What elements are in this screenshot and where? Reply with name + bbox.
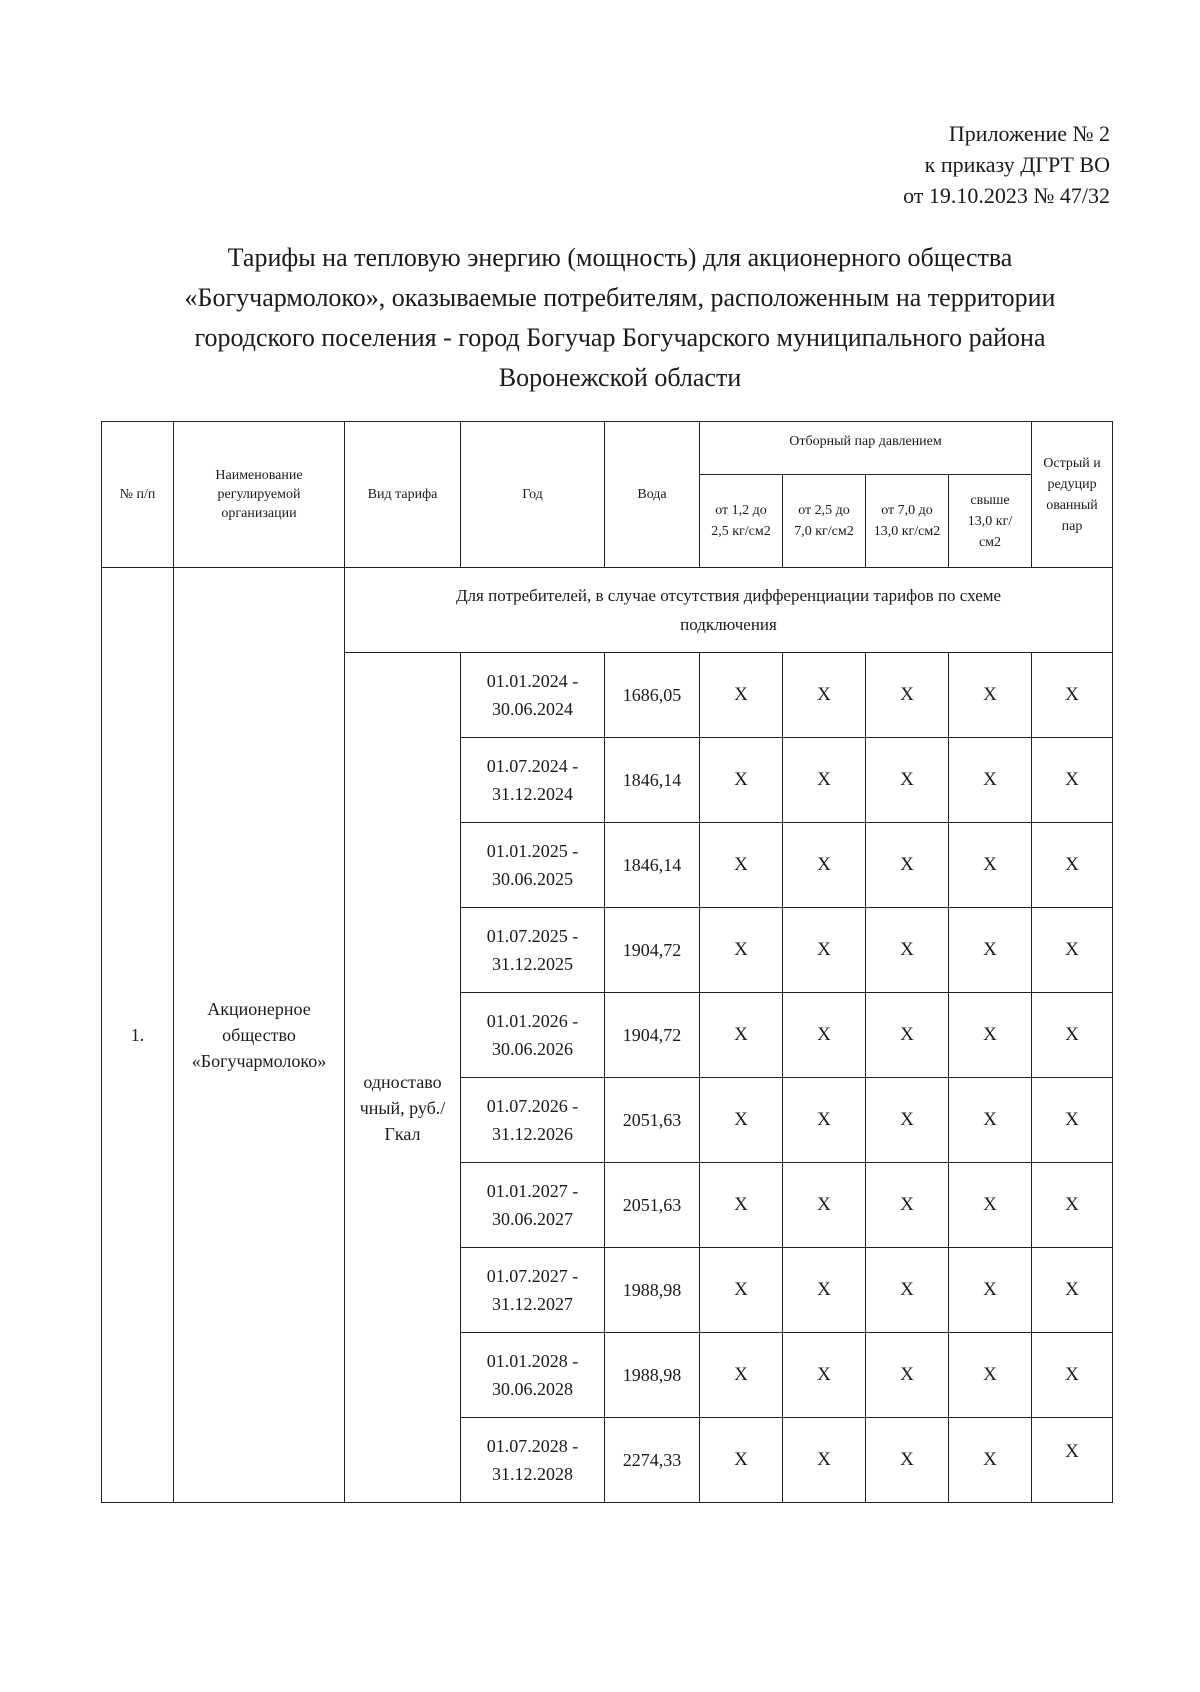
title-line-3: городского поселения - город Богучар Богучарского муниципального района (194, 323, 1046, 352)
sharp-steam-cell: X (1032, 738, 1113, 823)
period-cell: 01.07.2028 - 31.12.2028 (461, 1418, 605, 1503)
steam-3-cell: X (866, 823, 949, 908)
sharp-steam-cell: X (1032, 908, 1113, 993)
steam-1-cell: X (700, 823, 783, 908)
period-cell: 01.01.2025 - 30.06.2025 (461, 823, 605, 908)
header-steam-4: свыше 13,0 кг/см2 (949, 475, 1032, 568)
water-cell: 1904,72 (605, 908, 700, 993)
water-cell: 2274,33 (605, 1418, 700, 1503)
steam-3-cell: X (866, 1163, 949, 1248)
sharp-steam-cell: X (1032, 1078, 1113, 1163)
steam-4-cell: X (949, 1333, 1032, 1418)
appendix-line-2: к приказу ДГРТ ВО (924, 152, 1110, 177)
title-line-1: Тарифы на тепловую энергию (мощность) для акционерного общества (227, 243, 1013, 272)
sharp-steam-cell: X (1032, 1333, 1113, 1418)
steam-2-cell: X (783, 653, 866, 738)
steam-4-cell: X (949, 908, 1032, 993)
water-cell: 1988,98 (605, 1333, 700, 1418)
steam-2-cell: X (783, 908, 866, 993)
water-cell: 2051,63 (605, 1078, 700, 1163)
title-line-2: «Богучармолоко», оказываемые потребителям, расположенным на территории (184, 283, 1056, 312)
water-cell: 1904,72 (605, 993, 700, 1078)
steam-1-cell: X (700, 1418, 783, 1503)
header-sharp-steam: Острый и редуцир ованный пар (1032, 422, 1113, 568)
sharp-steam-cell: X (1032, 653, 1113, 738)
header-water: Вода (605, 422, 700, 568)
header-year: Год (461, 422, 605, 568)
document-title (100, 238, 1140, 398)
tariff-type: одноставо чный, руб./Гкал (345, 653, 461, 1503)
consumers-note: Для потребителей, в случае отсутствия дифференциации тарифов по схеме подключения (345, 568, 1113, 653)
steam-3-cell: X (866, 1418, 949, 1503)
sharp-steam-cell: X (1032, 993, 1113, 1078)
steam-2-cell: X (783, 1248, 866, 1333)
appendix-reference (903, 118, 1110, 211)
water-cell: 1846,14 (605, 738, 700, 823)
steam-4-cell: X (949, 738, 1032, 823)
appendix-line-3: от 19.10.2023 № 47/32 (903, 183, 1110, 208)
steam-2-cell: X (783, 993, 866, 1078)
period-cell: 01.07.2027 - 31.12.2027 (461, 1248, 605, 1333)
steam-3-cell: X (866, 993, 949, 1078)
steam-3-cell: X (866, 738, 949, 823)
steam-1-cell: X (700, 738, 783, 823)
organization-name: Акционерное общество «Богучармолоко» (174, 568, 345, 1503)
tariffs-table (101, 421, 1113, 1503)
steam-1-cell: X (700, 1333, 783, 1418)
period-cell: 01.01.2024 - 30.06.2024 (461, 653, 605, 738)
steam-1-cell: X (700, 1248, 783, 1333)
water-cell: 1846,14 (605, 823, 700, 908)
steam-4-cell: X (949, 993, 1032, 1078)
steam-1-cell: X (700, 993, 783, 1078)
steam-4-cell: X (949, 1078, 1032, 1163)
steam-4-cell: X (949, 823, 1032, 908)
steam-4-cell: X (949, 1163, 1032, 1248)
header-steam-2: от 2,5 до 7,0 кг/см2 (783, 475, 866, 568)
steam-1-cell: X (700, 908, 783, 993)
steam-3-cell: X (866, 653, 949, 738)
header-steam-3: от 7,0 до 13,0 кг/см2 (866, 475, 949, 568)
row-number: 1. (102, 568, 174, 1503)
steam-3-cell: X (866, 1248, 949, 1333)
period-cell: 01.01.2027 - 30.06.2027 (461, 1163, 605, 1248)
header-steam-group: Отборный пар давлением (700, 422, 1032, 475)
steam-1-cell: X (700, 1078, 783, 1163)
period-cell: 01.01.2028 - 30.06.2028 (461, 1333, 605, 1418)
header-vid: Вид тарифа (345, 422, 461, 568)
header-row-1 (102, 422, 1113, 475)
header-org: Наименование регулируемой организации (174, 422, 345, 568)
header-num: № п/п (102, 422, 174, 568)
steam-2-cell: X (783, 823, 866, 908)
steam-4-cell: X (949, 653, 1032, 738)
period-cell: 01.07.2025 - 31.12.2025 (461, 908, 605, 993)
sharp-steam-cell: X (1032, 1163, 1113, 1248)
steam-3-cell: X (866, 1078, 949, 1163)
water-cell: 2051,63 (605, 1163, 700, 1248)
steam-1-cell: X (700, 1163, 783, 1248)
sharp-steam-cell: X (1032, 1248, 1113, 1333)
steam-2-cell: X (783, 1418, 866, 1503)
sharp-steam-cell: X (1032, 823, 1113, 908)
steam-2-cell: X (783, 1333, 866, 1418)
steam-2-cell: X (783, 738, 866, 823)
period-cell: 01.07.2024 - 31.12.2024 (461, 738, 605, 823)
water-cell: 1988,98 (605, 1248, 700, 1333)
steam-2-cell: X (783, 1163, 866, 1248)
steam-1-cell: X (700, 653, 783, 738)
water-cell: 1686,05 (605, 653, 700, 738)
appendix-line-1: Приложение № 2 (948, 121, 1110, 146)
steam-2-cell: X (783, 1078, 866, 1163)
title-line-4: Воронежской области (498, 363, 742, 392)
steam-3-cell: X (866, 1333, 949, 1418)
steam-4-cell: X (949, 1418, 1032, 1503)
sharp-steam-cell: X (1032, 1418, 1113, 1503)
steam-4-cell: X (949, 1248, 1032, 1333)
note-row (102, 568, 1113, 653)
header-steam-1: от 1,2 до 2,5 кг/см2 (700, 475, 783, 568)
period-cell: 01.07.2026 - 31.12.2026 (461, 1078, 605, 1163)
steam-3-cell: X (866, 908, 949, 993)
period-cell: 01.01.2026 - 30.06.2026 (461, 993, 605, 1078)
